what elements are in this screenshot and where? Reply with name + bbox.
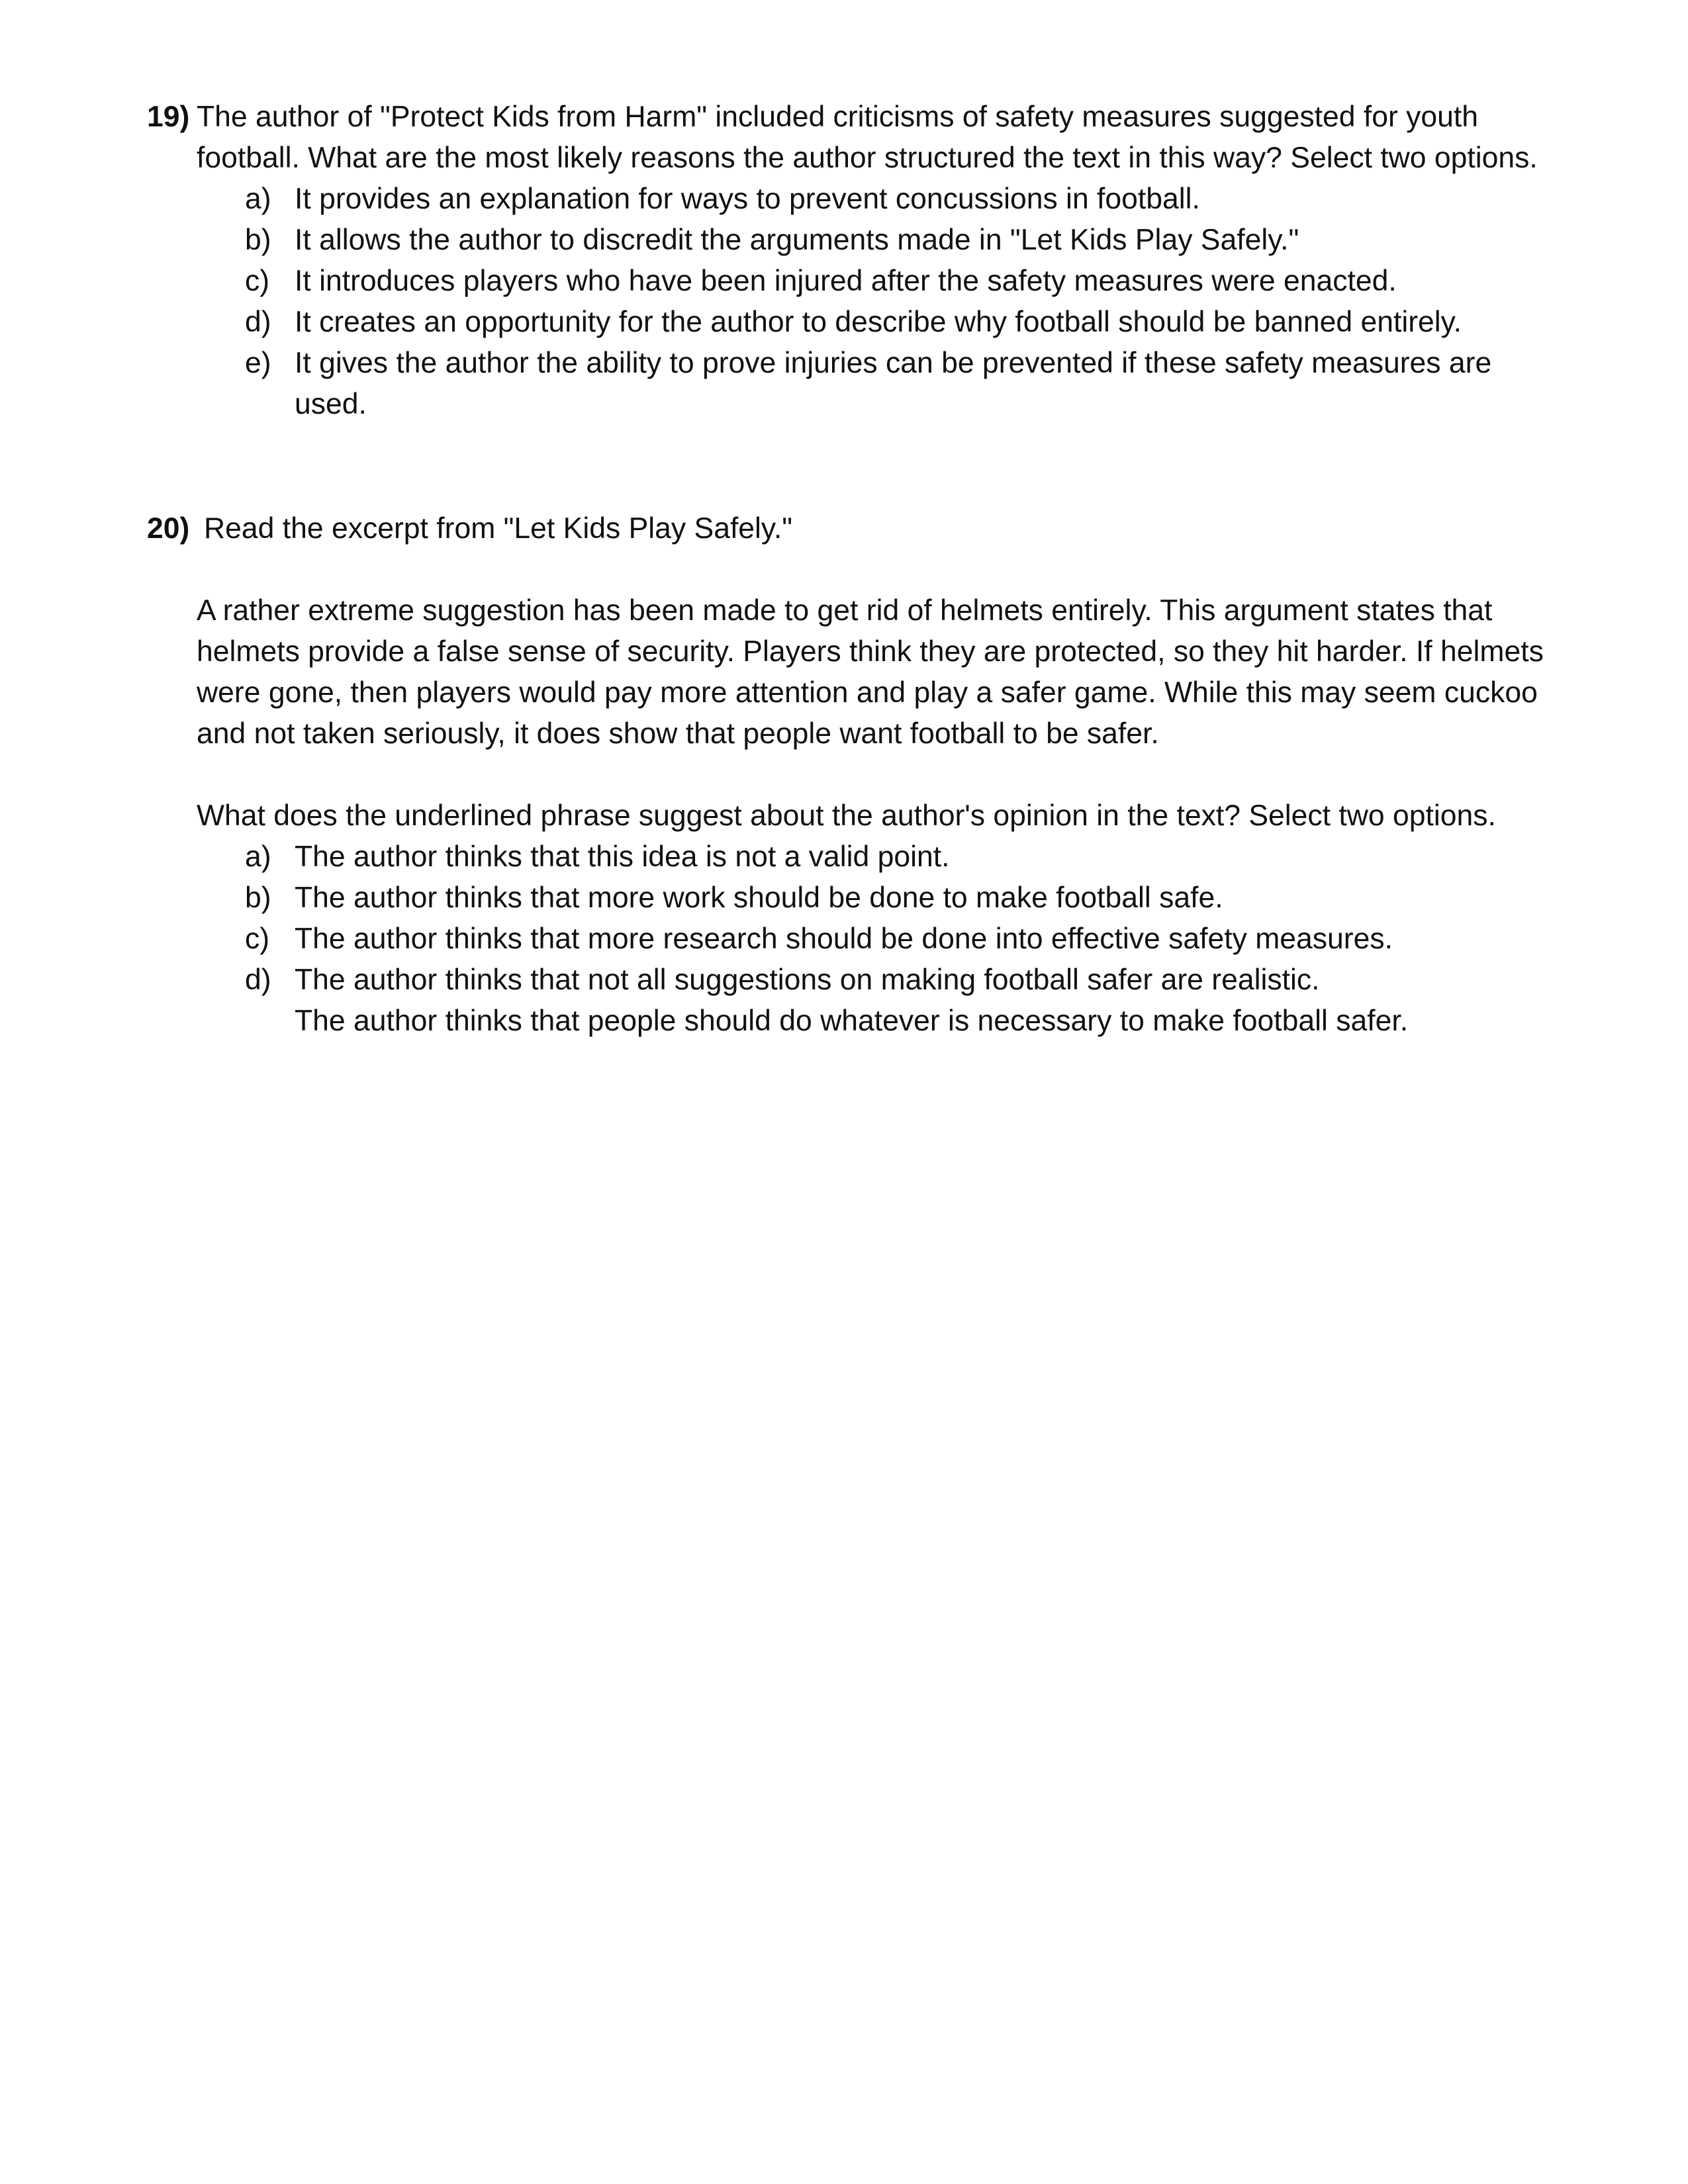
option-letter: c) xyxy=(245,923,270,955)
answer-option-d xyxy=(245,302,1569,343)
question-20 xyxy=(147,508,1590,1058)
answer-option-b xyxy=(245,220,1569,261)
option-text: The author thinks that people should do whatever is necessary to make football safer. xyxy=(295,1005,1409,1037)
option-letter: a) xyxy=(245,183,271,215)
answer-option-e xyxy=(245,1001,1569,1042)
question-number: 19) xyxy=(147,101,190,133)
option-text: It provides an explanation for ways to prevent concussions in football. xyxy=(295,183,1200,215)
answer-option-a xyxy=(245,179,1569,220)
excerpt-line: A rather extreme suggestion has been made to get rid of helmets entirely. This argument states that xyxy=(197,594,1493,627)
option-text: It allows the author to discredit the arguments made in "Let Kids Play Safely." xyxy=(295,224,1299,256)
option-text: The author thinks that not all suggestions on making football safer are realistic. xyxy=(295,964,1320,996)
question-stem: What does the underlined phrase suggest about the author's opinion in the text? Select two options. xyxy=(197,799,1496,832)
option-text: It creates an opportunity for the author to describe why football should be banned entirely. xyxy=(295,306,1462,338)
option-letter: e) xyxy=(245,347,271,379)
excerpt-line: helmets provide a false sense of security. Players think they are protected, so they hit harder. If helmets xyxy=(197,635,1544,668)
question-number: 20) xyxy=(147,512,190,545)
option-letter: b) xyxy=(245,882,271,914)
question-stem-line: football. What are the most likely reasons the author structured the text in this way? Select two options. xyxy=(197,142,1538,174)
option-text-continued: used. xyxy=(295,388,367,420)
excerpt-line: were gone, then players would pay more attention and play a safer game. While this may seem cuckoo xyxy=(197,676,1538,709)
option-text: The author thinks that this idea is not a valid point. xyxy=(295,841,950,873)
option-letter: d) xyxy=(245,964,271,996)
answer-option-e xyxy=(245,343,1569,425)
option-letter: a) xyxy=(245,841,271,873)
option-text: The author thinks that more work should be done to make football safe. xyxy=(295,882,1223,914)
answer-option-a xyxy=(245,837,1569,878)
option-text: It introduces players who have been injured after the safety measures were enacted. xyxy=(295,265,1397,297)
option-letter: b) xyxy=(245,224,271,256)
option-text: It gives the author the ability to prove injuries can be prevented if these safety measures are xyxy=(295,347,1492,379)
option-letter: d) xyxy=(245,306,271,338)
answer-option-d xyxy=(245,960,1569,1001)
question-19 xyxy=(147,97,1590,441)
excerpt-line: and not taken seriously, it does show that people want football to be safer. xyxy=(197,717,1159,750)
option-text: The author thinks that more research should be done into effective safety measures. xyxy=(295,923,1393,955)
excerpt-passage xyxy=(197,590,1600,754)
option-letter: c) xyxy=(245,265,270,297)
answer-option-c xyxy=(245,261,1569,302)
answer-option-c xyxy=(245,919,1569,960)
answer-option-b xyxy=(245,878,1569,919)
question-stem-line: The author of "Protect Kids from Harm" included criticisms of safety measures suggested for youth xyxy=(197,101,1479,133)
question-intro: Read the excerpt from "Let Kids Play Safely." xyxy=(204,512,793,545)
